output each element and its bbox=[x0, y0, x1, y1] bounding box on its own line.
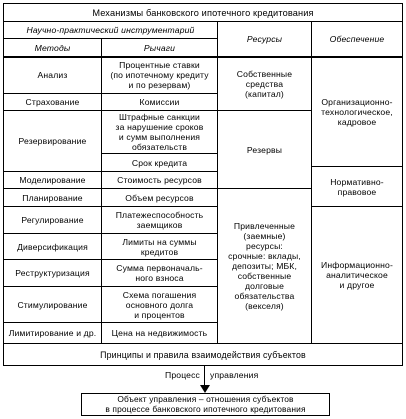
lever-loan-limits: Лимиты на суммы кредитов bbox=[122, 236, 197, 257]
support-organizational: Организационно- технологическое, кадровое bbox=[321, 96, 393, 127]
support-header: Обеспечение bbox=[329, 34, 385, 44]
method-planning: Планирование bbox=[22, 192, 83, 203]
lever-down-payment: Сумма первоначаль- ного взноса bbox=[116, 263, 203, 283]
method-modeling: Моделирование bbox=[19, 175, 86, 185]
process-arrow-shaft bbox=[204, 366, 205, 386]
resources-header: Ресурсы bbox=[246, 34, 283, 44]
lever-resource-cost: Стоимость ресурсов bbox=[117, 175, 202, 185]
method-regulation: Регулирование bbox=[21, 215, 84, 225]
process-label: Процесс bbox=[165, 370, 200, 380]
toolkit-header: Научно-практический инструментарий bbox=[26, 25, 195, 35]
diagram-title: Механизмы банковского ипотечного кредитования bbox=[92, 7, 314, 18]
levers-header: Рычаги bbox=[143, 42, 176, 53]
method-stimulation: Стимулирование bbox=[17, 299, 88, 310]
resource-borrowed: Привлеченные (заемные) ресурсы: срочные: вклады, депозиты; МБК, собственные долговые обязательства (векселя) bbox=[228, 221, 301, 311]
method-reserving: Резервирование bbox=[18, 136, 87, 146]
lever-penalties: Штрафные санкции за нарушение сроков и сумм выполнения обязательств bbox=[115, 112, 204, 152]
support-information: Информационно- аналитическое и другое bbox=[321, 260, 393, 290]
methods-header: Методы bbox=[34, 42, 71, 53]
method-insurance: Страхование bbox=[25, 97, 80, 107]
lever-interest-rates: Процентные ставки (по ипотечному кредиту и по резервам) bbox=[110, 60, 209, 90]
principles-row: Принципы и правила взаимодействия субъектов bbox=[100, 349, 306, 360]
lever-commissions: Комиссии bbox=[139, 97, 180, 107]
object-text: Объект управления – отношения субъектов в процессе банковского ипотечного кредитования bbox=[105, 394, 306, 414]
resource-own-funds: Собственные средства (капитал) bbox=[236, 68, 293, 99]
lever-loan-term: Срок кредита bbox=[131, 157, 188, 168]
method-analysis: Анализ bbox=[37, 70, 68, 80]
method-restructuring: Реструктуризация bbox=[15, 268, 90, 278]
method-diversification: Диверсификация bbox=[17, 241, 88, 252]
method-limiting: Лимитирование и др. bbox=[8, 328, 97, 338]
lever-property-price: Цена на недвижимость bbox=[111, 328, 208, 338]
arrow-down-icon bbox=[200, 385, 210, 393]
support-legal: Нормативно- правовое bbox=[330, 176, 384, 197]
resource-reserves: Резервы bbox=[246, 144, 283, 155]
lever-solvency: Платежеспособность заемщиков bbox=[115, 210, 204, 230]
lever-resource-volume: Объем ресурсов bbox=[125, 192, 194, 203]
lever-repayment-scheme: Схема погашения основного долга и процентов bbox=[122, 289, 197, 320]
process-label-right: управления bbox=[210, 370, 259, 380]
